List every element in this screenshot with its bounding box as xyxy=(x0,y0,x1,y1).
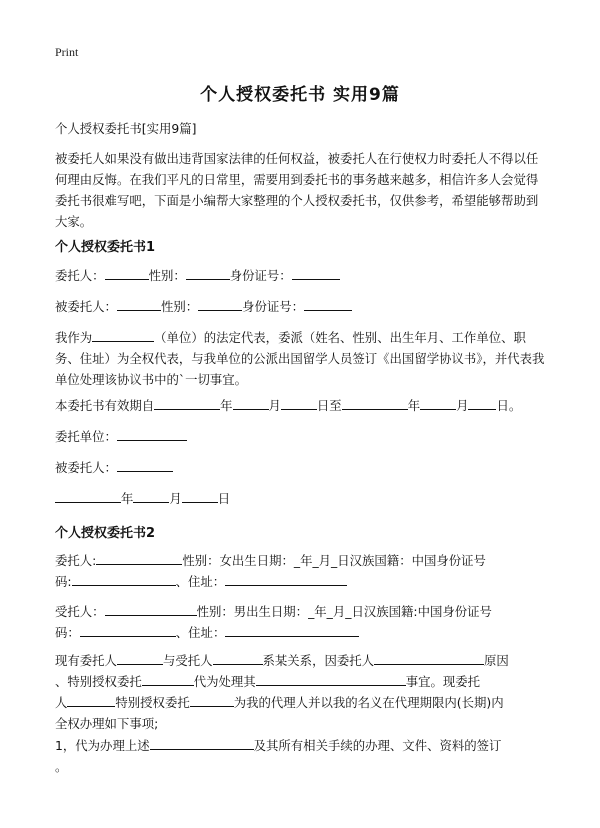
address-label: 、住址： xyxy=(175,625,226,640)
section-1-heading: 个人授权委托书1 xyxy=(55,240,156,255)
blank xyxy=(256,672,406,686)
para-text: 原因 xyxy=(484,653,509,668)
start-year-blank xyxy=(154,396,220,410)
agent-sign-label: 被委托人： xyxy=(55,460,117,475)
unit-label: 委托单位： xyxy=(55,429,117,444)
gender-label: 性别： xyxy=(160,299,199,314)
sign-day-blank xyxy=(182,489,218,503)
id-label: 身份证号： xyxy=(229,268,292,283)
principal-label: 委托人： xyxy=(55,268,105,283)
para-text: 、特别授权委托 xyxy=(55,674,142,689)
document-subtitle: 个人授权委托书[实用9篇] xyxy=(55,121,197,136)
sign-year-blank xyxy=(55,489,121,503)
principal-line xyxy=(55,265,548,286)
end-year-blank xyxy=(342,396,408,410)
month-label: 月 xyxy=(268,398,281,413)
para-text: 代为处理其 xyxy=(193,674,256,689)
intro-paragraph: 被委托人如果没有做出违背国家法律的任何权益，被委托人在行使权力时委托人不得以任何理由反悔。在我们平凡的日常里，需要用到委托书的事务越来越多，相信许多人会觉得委托书很难写吧，下面是小编帮大家整理的个人授权委托书，仅供参考，希望能够帮助到大家。 xyxy=(55,151,539,229)
end-day-blank xyxy=(468,396,496,410)
principal-id-blank xyxy=(292,266,340,280)
unit-blank xyxy=(92,328,154,342)
trustee-name-blank xyxy=(105,602,197,616)
code-label: 码： xyxy=(55,625,80,640)
address-label: 、住址： xyxy=(175,574,226,589)
para-text: 我作为 xyxy=(55,330,93,345)
agent-id-blank xyxy=(304,297,352,311)
unit-sign-line xyxy=(55,426,548,447)
item-1-paragraph xyxy=(55,735,548,777)
page-title: 个人授权委托书 实用9篇 xyxy=(200,85,400,105)
para-text: （单位）的法定代表，委派（姓名、性别、出生年月、工作单位、职务、住址）为全权代表，与我单位的公派出国留学人员签订《出国留学协议书》，并代表我单位处理该协议书中的`一切事宜。 xyxy=(55,330,545,387)
principal-address-blank xyxy=(225,572,347,586)
blank xyxy=(190,693,234,707)
item-blank xyxy=(150,736,254,750)
para-text: 事宜。现委托 xyxy=(405,674,481,689)
to-label: 日至 xyxy=(316,398,342,413)
day-end-label: 日。 xyxy=(496,398,522,413)
representative-paragraph xyxy=(55,327,548,390)
para-text: 与受托人 xyxy=(162,653,213,668)
date-sign-line xyxy=(55,488,548,509)
para-text: 现有委托人 xyxy=(55,653,117,668)
principal-info-paragraph xyxy=(55,550,548,592)
para-text: 特别授权委托 xyxy=(115,695,190,710)
code-label: 码: xyxy=(55,574,72,589)
para-text: 系某关系，因委托人 xyxy=(262,653,375,668)
agent-line xyxy=(55,296,548,317)
para-text: 人 xyxy=(55,695,68,710)
end-month-blank xyxy=(420,396,456,410)
item-text: 。 xyxy=(55,759,68,774)
trustee-info-paragraph xyxy=(55,601,548,643)
principal-info-text: 性别：女出生日期：_年_月_日汉族国籍：中国身份证号 xyxy=(182,553,486,568)
unit-sign-blank xyxy=(117,427,187,441)
principal-label-2: 委托人: xyxy=(55,553,97,568)
para-text: 全权办理如下事项; xyxy=(55,716,159,731)
agent-name-blank xyxy=(117,297,161,311)
start-day-blank xyxy=(281,396,317,410)
principal-id-blank-2 xyxy=(72,572,176,586)
item-text: 1，代为办理上述 xyxy=(55,738,150,753)
trustee-address-blank xyxy=(225,623,359,637)
validity-line xyxy=(55,395,548,416)
authorization-paragraph xyxy=(55,650,548,734)
blank xyxy=(213,651,263,665)
gender-label: 性别： xyxy=(148,268,186,283)
month-label: 月 xyxy=(456,398,469,413)
item-text: 及其所有相关手续的办理、文件、资料的签订 xyxy=(253,738,502,753)
agent-gender-blank xyxy=(198,297,242,311)
section-2-heading: 个人授权委托书2 xyxy=(55,526,156,541)
blank xyxy=(67,693,115,707)
year-label: 年 xyxy=(407,398,421,413)
para-text: 为我的代理人并以我的名义在代理期限内(长期)内 xyxy=(233,695,504,710)
agent-sign-line xyxy=(55,457,548,478)
blank xyxy=(117,651,163,665)
trustee-label: 受托人： xyxy=(55,604,105,619)
trustee-info-text: 性别：男出生日期：_年_月_日汉族国籍:中国身份证号 xyxy=(196,604,492,619)
trustee-id-blank xyxy=(80,623,176,637)
agent-sign-blank xyxy=(117,458,173,472)
agent-label: 被委托人： xyxy=(55,299,117,314)
principal-gender-blank xyxy=(186,266,230,280)
month-label: 月 xyxy=(169,491,182,506)
blank xyxy=(142,672,194,686)
sign-month-blank xyxy=(133,489,169,503)
print-label[interactable]: Print xyxy=(55,45,79,59)
day-label: 日 xyxy=(217,491,231,506)
year-label: 年 xyxy=(220,398,233,413)
id-label: 身份证号： xyxy=(242,299,305,314)
principal-name-blank-2 xyxy=(96,551,182,565)
year-label: 年 xyxy=(121,491,134,506)
valid-prefix: 本委托书有效期自 xyxy=(55,398,155,413)
principal-name-blank xyxy=(105,266,149,280)
start-month-blank xyxy=(233,396,269,410)
blank xyxy=(374,651,484,665)
